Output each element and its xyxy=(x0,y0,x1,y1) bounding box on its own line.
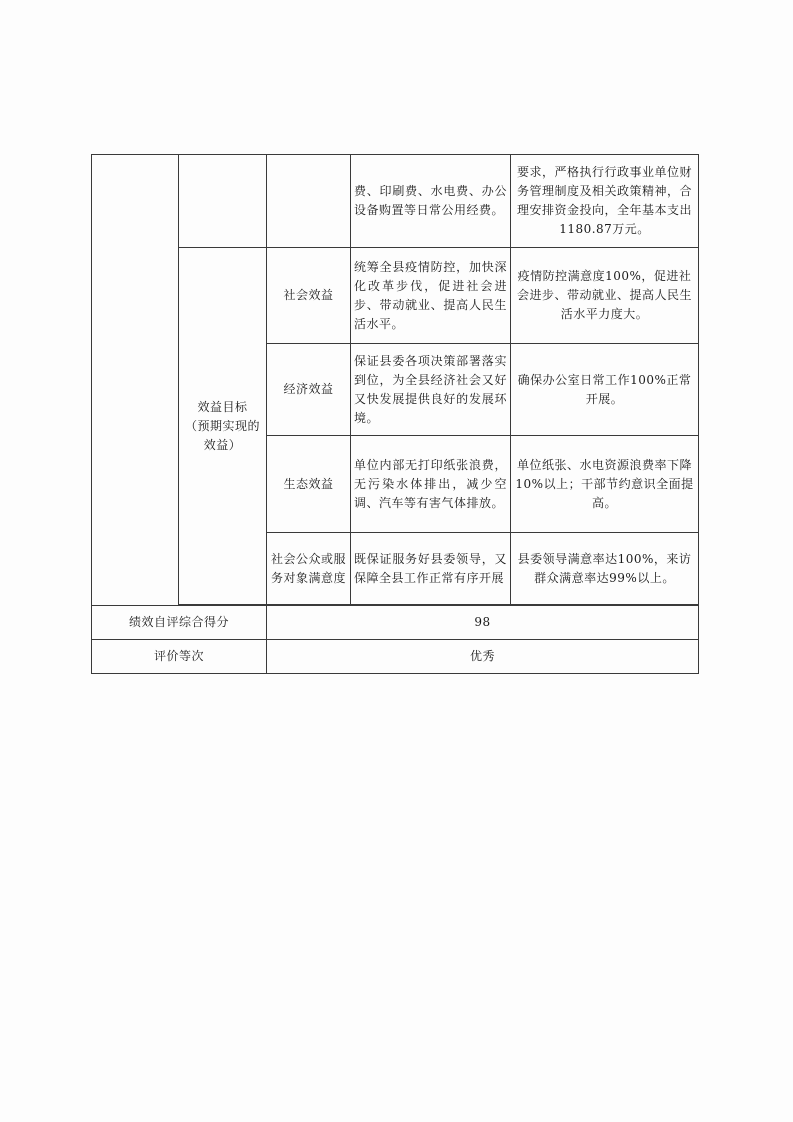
table-row xyxy=(92,640,699,674)
indicator-cell: 单位内部无打印纸张浪费，无污染水体排出，减少空调、汽车等有害气体排放。 xyxy=(351,436,511,533)
indicator-cell: 费、印刷费、水电费、办公设备购置等日常公用经费。 xyxy=(351,155,511,248)
benefit-name-cell: 经济效益 xyxy=(267,344,351,436)
indicator-cell: 既保证服务好县委领导，又保障全县工作正常有序开展 xyxy=(351,533,511,605)
table-row xyxy=(92,248,699,344)
sub-label-cell-blank xyxy=(179,155,267,248)
result-cell: 疫情防控满意度100%，促进社会进步、带动就业、提高人民生活水平力度大。 xyxy=(511,248,699,344)
result-cell: 要求，严格执行行政事业单位财务管理制度及相关政策精神，合理安排资金投向，全年基本支出1180.87万元。 xyxy=(511,155,699,248)
table-row xyxy=(92,155,699,248)
indicator-cell: 统筹全县疫情防控，加快深化改革步伐，促进社会进步、带动就业、提高人民生活水平。 xyxy=(351,248,511,344)
table-row xyxy=(92,606,699,640)
outer-label-cell-blank xyxy=(92,155,179,606)
indicator-cell: 保证县委各项决策部署落实到位，为全县经济社会又好又快发展提供良好的发展环境。 xyxy=(351,344,511,436)
grade-label: 评价等次 xyxy=(92,640,267,674)
score-value: 98 xyxy=(267,606,699,640)
score-label: 绩效自评综合得分 xyxy=(92,606,267,640)
item-name-cell-blank xyxy=(267,155,351,248)
result-cell: 确保办公室日常工作100%正常开展。 xyxy=(511,344,699,436)
result-cell: 县委领导满意率达100%，来访群众满意率达99%以上。 xyxy=(511,533,699,605)
result-cell: 单位纸张、水电资源浪费率下降10%以上；干部节约意识全面提高。 xyxy=(511,436,699,533)
benefit-name-cell: 社会公众或服务对象满意度 xyxy=(267,533,351,605)
grade-value: 优秀 xyxy=(267,640,699,674)
benefit-name-cell: 社会效益 xyxy=(267,248,351,344)
performance-evaluation-table xyxy=(91,154,699,674)
benefit-target-label: 效益目标 （预期实现的效益） xyxy=(179,248,267,605)
benefit-name-cell: 生态效益 xyxy=(267,436,351,533)
